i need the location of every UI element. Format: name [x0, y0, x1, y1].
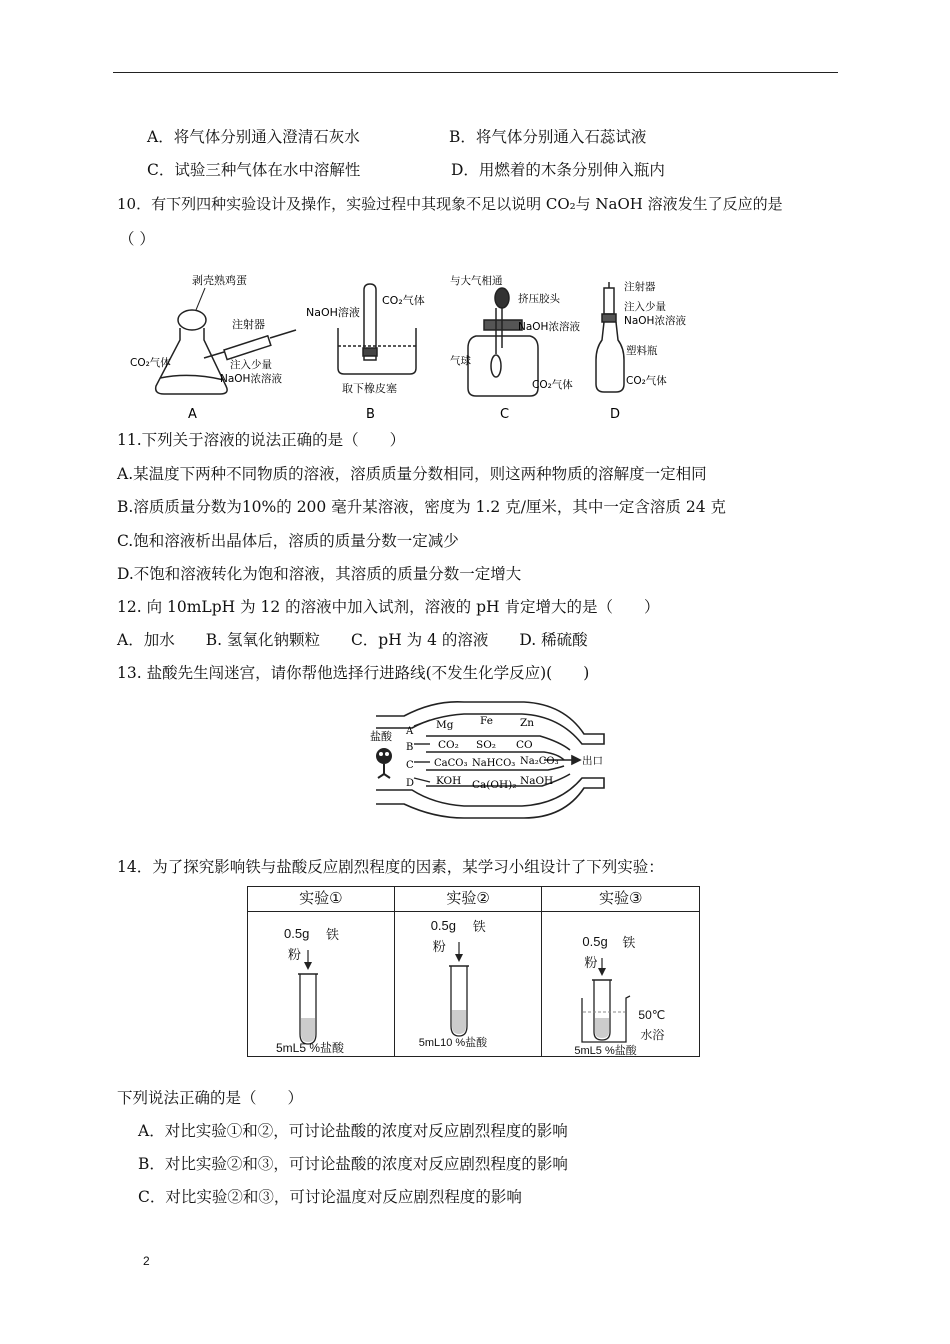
exp3-mass: 0.5g [582, 934, 608, 949]
label-c-squeeze: 挤压胶头 [518, 293, 560, 305]
label-c-co2: CO₂气体 [532, 379, 573, 391]
label-d-co2: CO₂气体 [626, 375, 667, 387]
label-b-remove: 取下橡皮塞 [342, 382, 397, 395]
exp1-mass: 0.5g [284, 926, 310, 941]
test-tube-3-with-beaker [578, 956, 638, 1046]
label-b-naoh: NaOH溶液 [306, 306, 360, 319]
label-b: B [366, 407, 375, 422]
q13-maze-figure [364, 694, 609, 826]
experiment-3-cell [542, 912, 699, 1056]
maze-d-koh: KOH [436, 775, 462, 787]
test-tube-1 [288, 948, 328, 1048]
q10-stem: 10．有下列四种实验设计及操作，实验过程中其现象不足以说明 CO₂与 NaOH 溶液发生了反应的是 [117, 195, 783, 213]
label-c-balloon: 气球 [450, 355, 471, 367]
exp1-acid: 5mL5 %盐酸 [276, 1041, 345, 1055]
exp3-powder: 粉 [584, 955, 598, 970]
label-b-co2: CO₂气体 [382, 294, 425, 307]
maze-acid-label: 盐酸 [370, 730, 392, 743]
maze-d-naoh: NaOH [520, 775, 554, 787]
label-a-co2: CO₂气体 [130, 357, 171, 369]
label-a-syringe: 注射器 [232, 318, 265, 331]
q9-option-d: D．用燃着的木条分别伸入瓶内 [451, 161, 665, 179]
maze-a-mg: Mg [436, 719, 454, 731]
maze-d-caoh2: Ca(OH)₂ [472, 779, 517, 791]
label-c-naoh: NaOH浓溶液 [518, 321, 580, 333]
experiment-1-cell [248, 912, 394, 1056]
maze-b-co: CO [516, 739, 533, 751]
exp1-powder: 粉 [288, 947, 302, 962]
maze-a-zn: Zn [520, 717, 535, 729]
label-d-bottle: 塑料瓶 [626, 345, 658, 357]
experiment-2-cell [395, 912, 542, 1056]
q11-option-c: C.饱和溶液析出晶体后，溶质的质量分数一定减少 [117, 532, 459, 550]
exp3-acid: 5mL5 %盐酸 [574, 1045, 637, 1057]
maze-a-fe: Fe [480, 715, 493, 727]
label-d-inject2: NaOH浓溶液 [624, 315, 686, 327]
maze-exit-label: 出口 [582, 755, 603, 767]
maze-b-co2: CO₂ [438, 739, 459, 751]
exp2-powder: 粉 [432, 939, 446, 954]
label-a: A [188, 407, 197, 422]
maze-route-a: A [406, 726, 414, 737]
maze-c-na2co3: Na₂CO₃ [520, 756, 559, 767]
apparatus-d [596, 282, 624, 392]
experiment-3-header: 实验③ [542, 887, 700, 912]
label-a-inject1: 注入少量 [230, 359, 272, 371]
header-rule [113, 72, 838, 73]
q10-paren: （ ） [119, 230, 155, 248]
maze-route-d: D [406, 778, 415, 789]
q12-stem: 12. 向 10mLpH 为 12 的溶液中加入试剂，溶液的 pH 肯定增大的是（ ） [117, 598, 660, 616]
experiment-1-header: 实验① [248, 887, 395, 912]
exp1-iron: 铁 [326, 927, 340, 942]
q14-stem: 14．为了探究影响铁与盐酸反应剧烈程度的因素，某学习小组设计了下列实验： [117, 858, 664, 876]
q14-option-b: B．对比实验②和③，可讨论盐酸的浓度对反应剧烈程度的影响 [138, 1155, 568, 1173]
exp3-iron: 铁 [622, 935, 636, 950]
q9-option-a: A．将气体分别通入澄清石灰水 [147, 128, 360, 146]
label-a-egg: 剥壳熟鸡蛋 [192, 274, 247, 287]
maze-c-caco3: CaCO₃ [434, 758, 468, 769]
acid-character [376, 748, 392, 778]
label-c-air: 与大气相通 [450, 275, 503, 287]
q12-options: A．加水 B. 氢氧化钠颗粒 C．pH 为 4 的溶液 D. 稀硫酸 [117, 631, 588, 649]
label-c: C [500, 407, 510, 422]
exp2-mass: 0.5g [430, 918, 457, 933]
maze-arrows [414, 720, 430, 782]
q14-option-c: C．对比实验②和③，可讨论温度对反应剧烈程度的影响 [138, 1188, 522, 1206]
maze-route-c: C [406, 760, 414, 771]
q14-question: 下列说法正确的是（ ） [117, 1089, 304, 1107]
maze-route-b: B [406, 742, 414, 753]
q10-apparatus-figure [120, 268, 710, 428]
label-d-syringe: 注射器 [624, 281, 656, 293]
experiment-2-header: 实验② [394, 887, 542, 912]
exp2-acid: 5mL10 %盐酸 [418, 1037, 488, 1049]
q11-option-b: B.溶质质量分数为10%的 200 毫升某溶液，密度为 1.2 克/厘米，其中一定含溶质 24 克 [117, 498, 727, 516]
label-a-inject2: NaOH浓溶液 [220, 373, 282, 385]
exp3-temp: 50℃ [638, 1008, 666, 1022]
exp2-iron: 铁 [472, 919, 486, 934]
q9-option-b: B．将气体分别通入石蕊试液 [449, 128, 647, 146]
label-d: D [610, 407, 621, 422]
q14-option-a: A．对比实验①和②，可讨论盐酸的浓度对反应剧烈程度的影响 [138, 1122, 568, 1140]
test-tube-2 [439, 940, 479, 1040]
q11-stem: 11.下列关于溶液的说法正确的是（ ） [117, 431, 406, 449]
page-number: 2 [143, 1254, 150, 1268]
label-d-inject1: 注入少量 [624, 301, 666, 313]
maze-c-nahco3: NaHCO₃ [472, 758, 516, 769]
q9-option-c: C．试验三种气体在水中溶解性 [147, 161, 361, 179]
q13-stem: 13. 盐酸先生闯迷宫，请你帮他选择行进路线(不发生化学反应)( ) [117, 664, 590, 682]
q11-option-d: D.不饱和溶液转化为饱和溶液，其溶质的质量分数一定增大 [117, 565, 522, 583]
maze-b-so2: SO₂ [476, 739, 497, 751]
exp3-bath: 水浴 [640, 1028, 665, 1042]
q11-option-a: A.某温度下两种不同物质的溶液，溶质质量分数相同，则这两种物质的溶解度一定相同 [117, 465, 707, 483]
experiment-table [247, 886, 700, 1057]
